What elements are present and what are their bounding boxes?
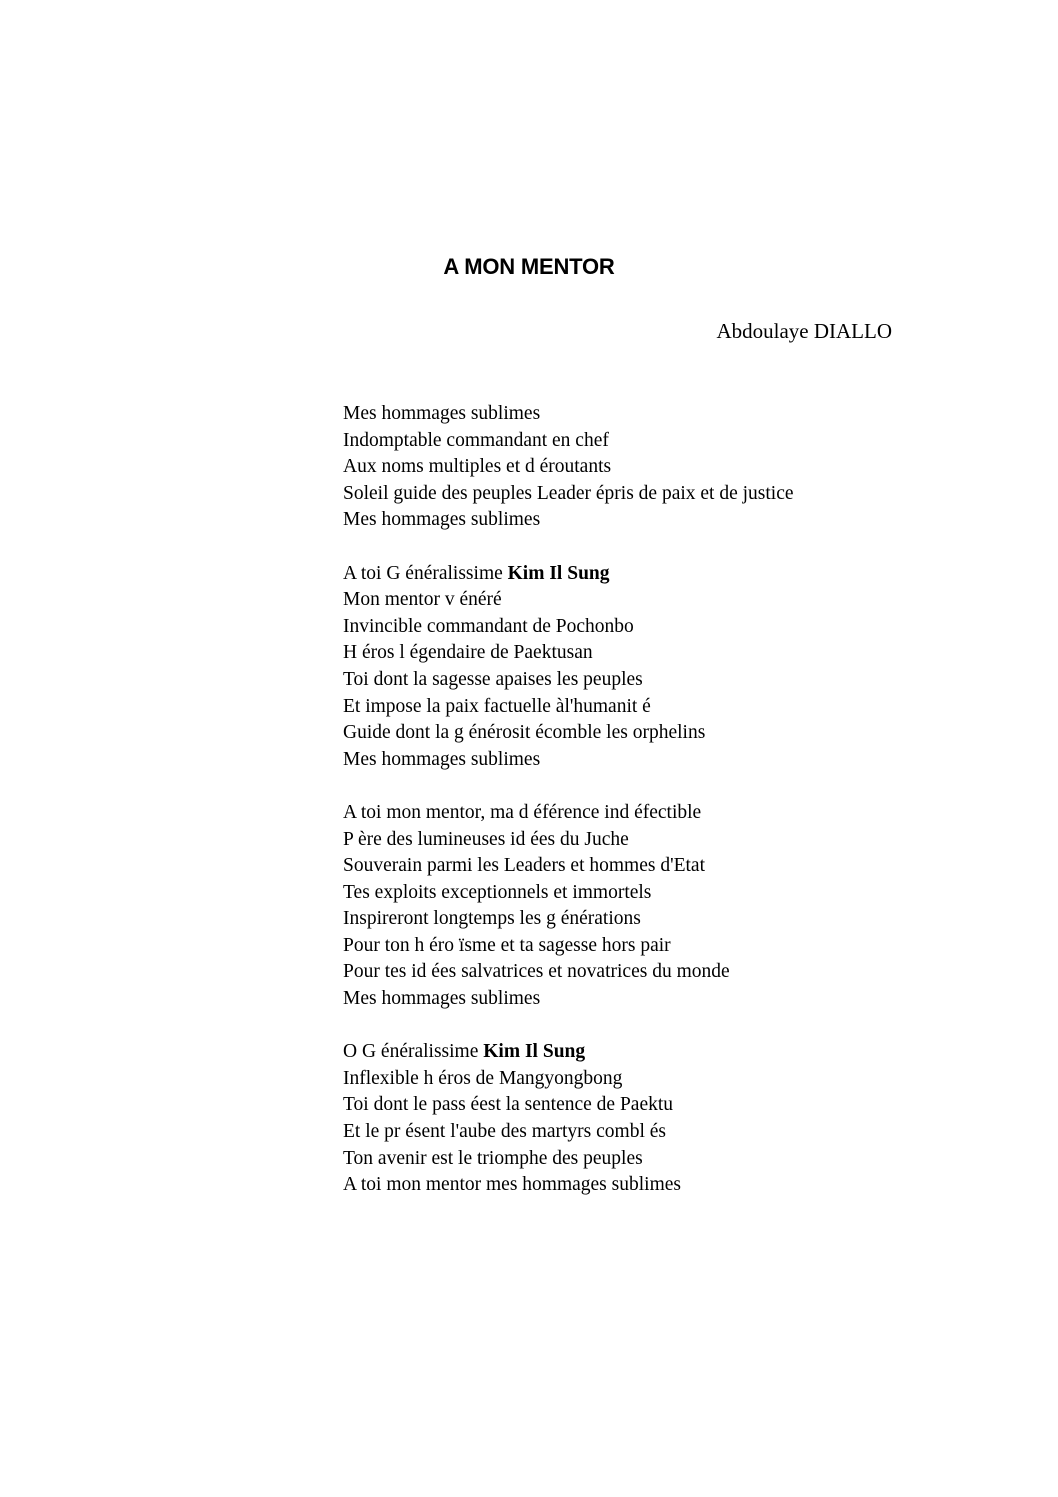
poem-line: Mes hommages sublimes	[343, 988, 541, 1010]
leader-name: Kim Il Sung	[507, 562, 610, 584]
stanza-2	[343, 561, 963, 774]
poem-title: A MON MENTOR	[443, 254, 615, 279]
poem-line: Souverain parmi les Leaders et hommes d'Etat	[343, 855, 705, 877]
poem-line-dedication	[343, 561, 963, 588]
poem-line: Inspireront longtemps les g énérations	[343, 908, 641, 930]
poem-line: Pour tes id ées salvatrices et novatrices du monde	[343, 961, 730, 983]
dedication-prefix: O G énéralissime	[343, 1041, 484, 1063]
poem-line: Ton avenir est le triomphe des peuples	[343, 1147, 643, 1169]
poem-line: Mes hommages sublimes	[343, 748, 541, 770]
poem-line: Aux noms multiples et d éroutants	[343, 456, 612, 478]
poem-line: Toi dont la sagesse apaises les peuples	[343, 668, 643, 690]
poem-body	[343, 401, 963, 1225]
poem-line: Indomptable commandant en chef	[343, 429, 609, 451]
poem-line: Mes hommages sublimes	[343, 403, 541, 424]
poem-line: Guide dont la g énérosit écomble les orphelins	[343, 722, 706, 744]
poem-line: Soleil guide des peuples Leader épris de paix et de justice	[343, 482, 794, 504]
stanza-1	[343, 401, 963, 534]
poem-line: Invincible commandant de Pochonbo	[343, 615, 634, 637]
leader-name: Kim Il Sung	[483, 1041, 586, 1063]
poem-line: P ère des lumineuses id ées du Juche	[343, 828, 629, 850]
poem-author: Abdoulaye DIALLO	[716, 319, 892, 343]
poem-line: Et impose la paix factuelle àl'humanit é	[343, 695, 651, 717]
stanza-3	[343, 800, 963, 1013]
poem-line: A toi mon mentor, ma d éférence ind éfectible	[343, 801, 702, 823]
poem-line: Pour ton h éro ïsme et ta sagesse hors pair	[343, 934, 671, 956]
dedication-prefix: A toi G énéralissime	[343, 562, 508, 584]
poem-line: Mon mentor v énéré	[343, 589, 502, 611]
poem-line-dedication	[343, 1039, 963, 1066]
poem-line: Tes exploits exceptionnels et immortels	[343, 881, 652, 903]
poem-line: Mes hommages sublimes	[343, 509, 541, 531]
poem-line: H éros l égendaire de Paektusan	[343, 642, 593, 664]
poem-line: Et le pr ésent l'aube des martyrs combl és	[343, 1121, 666, 1143]
poem-line: Toi dont le pass éest la sentence de Paektu	[343, 1094, 674, 1116]
poem-line: A toi mon mentor mes hommages sublimes	[343, 1174, 681, 1196]
poem-line: Inflexible h éros de Mangyongbong	[343, 1067, 623, 1089]
stanza-4	[343, 1039, 963, 1199]
